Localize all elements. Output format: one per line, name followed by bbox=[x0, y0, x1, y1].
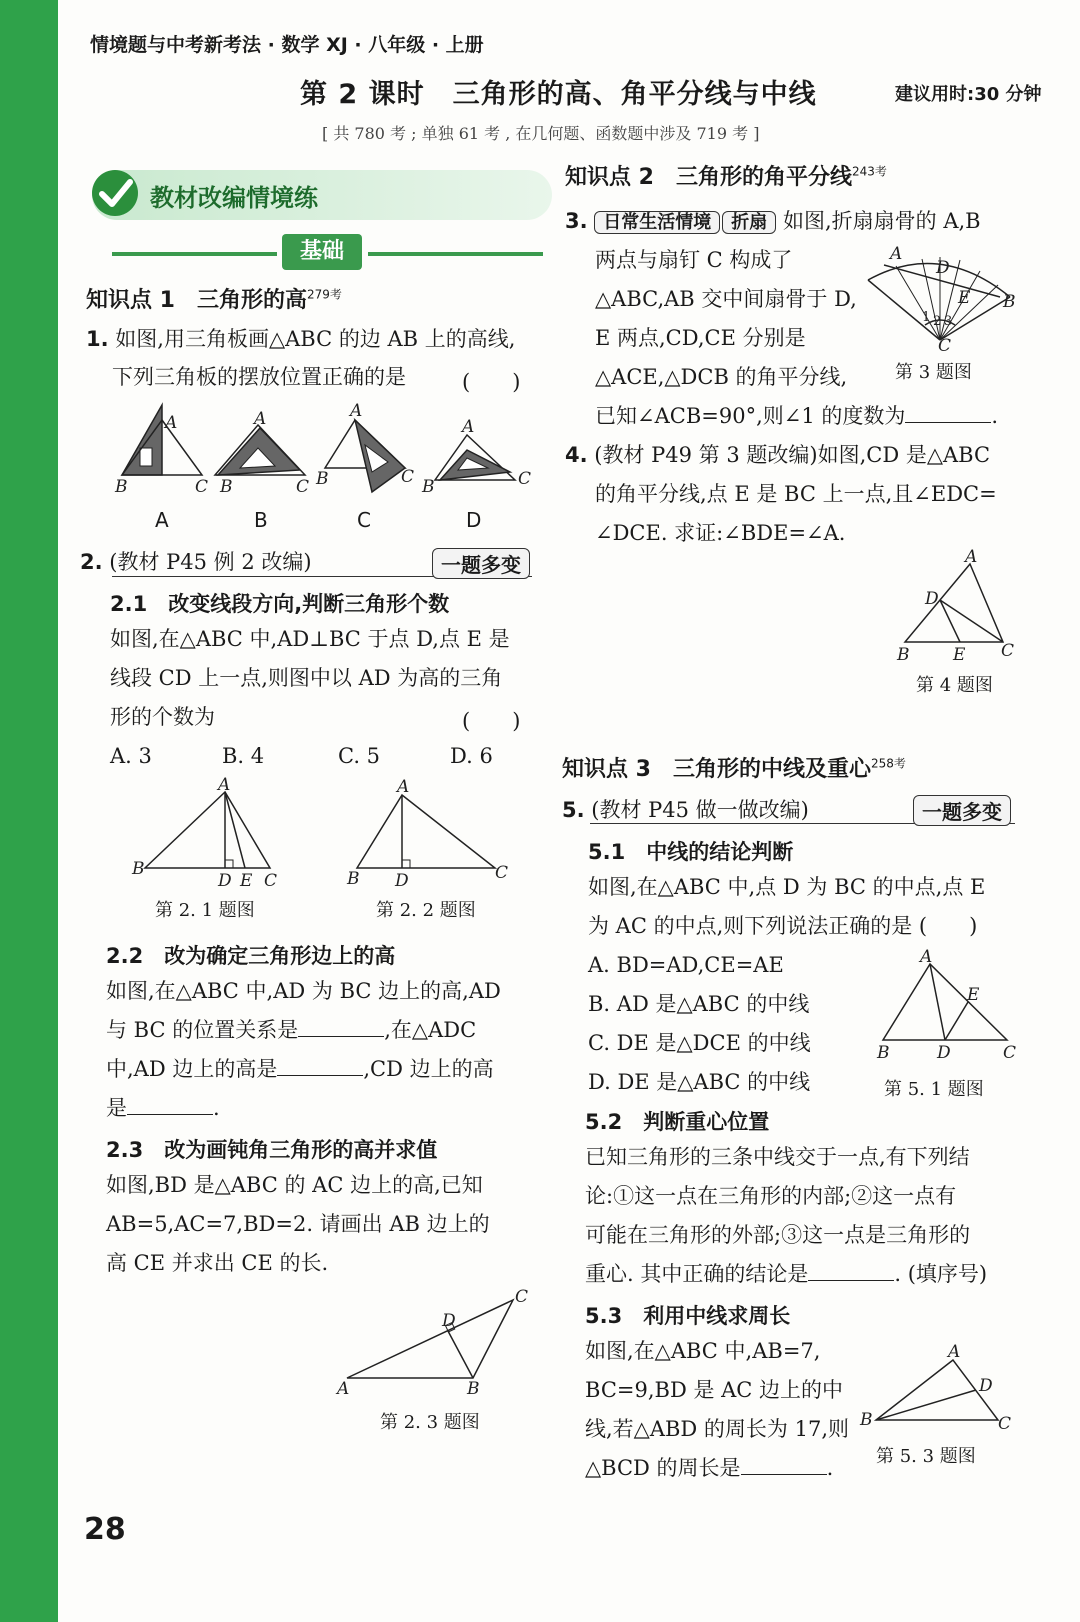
caption-3: 第 3 题图 bbox=[895, 362, 972, 383]
q1-option-b: B bbox=[254, 508, 268, 532]
q5-1-title: 5.1 中线的结论判断 bbox=[588, 840, 794, 864]
svg-text:B: B bbox=[316, 469, 329, 489]
q3-line6: 已知∠ACB=90°,则∠1 的度数为 . bbox=[595, 404, 999, 428]
knowledge-point-3: 知识点 3 三角形的中线及重心$^{258考}$ bbox=[562, 756, 906, 782]
svg-text:A: A bbox=[965, 547, 978, 567]
q2-1-option-b: B. 4 bbox=[222, 744, 265, 768]
q2-variation-tag: 一题多变 bbox=[432, 548, 530, 579]
q2-header: 2. (教材 P45 例 2 改编) bbox=[80, 550, 312, 574]
svg-text:B: B bbox=[467, 1379, 480, 1399]
q2-1-option-c: C. 5 bbox=[338, 744, 381, 768]
exam-stat: [ 共 780 考 ; 单独 61 考 , 在几何题、函数题中涉及 719 考 ] bbox=[322, 124, 760, 143]
svg-text:E: E bbox=[953, 645, 966, 665]
q3-line3: △ABC,AB 交中间扇骨于 D, bbox=[595, 287, 857, 311]
svg-text:A: A bbox=[337, 1379, 350, 1399]
q2-1-answer-paren: ( ) bbox=[462, 709, 521, 733]
svg-text:A: A bbox=[165, 413, 178, 433]
q1-option-d: D bbox=[466, 508, 482, 532]
q4-line1: 4. (教材 P49 第 3 题改编)如图,CD 是△ABC bbox=[565, 443, 991, 467]
q5-3-blank[interactable] bbox=[741, 1456, 827, 1475]
svg-text:C: C bbox=[1001, 641, 1015, 661]
q2-2-line4: 是 . bbox=[106, 1096, 220, 1120]
q4-line3: ∠DCE. 求证:∠BDE=∠A. bbox=[595, 521, 846, 545]
svg-text:A: A bbox=[462, 417, 475, 437]
q1-figure-b bbox=[215, 409, 309, 497]
knowledge-point-2: 知识点 2 三角形的角平分线$^{243考}$ bbox=[565, 164, 887, 190]
q5-1-option-b: B. AD 是△ABC 的中线 bbox=[588, 992, 810, 1016]
check-icon bbox=[92, 170, 138, 216]
svg-text:A: A bbox=[254, 409, 267, 429]
figure-4 bbox=[895, 547, 1020, 667]
svg-text:C: C bbox=[401, 467, 415, 487]
svg-text:A: A bbox=[890, 244, 903, 264]
q5-2-blank[interactable] bbox=[808, 1262, 894, 1281]
svg-text:D: D bbox=[442, 1311, 456, 1331]
svg-text:E: E bbox=[967, 985, 980, 1005]
svg-text:A: A bbox=[920, 947, 933, 967]
svg-text:C: C bbox=[264, 871, 278, 891]
q5-3-line1: 如图,在△ABC 中,AB=7, bbox=[585, 1339, 821, 1363]
q5-2-title: 5.2 判断重心位置 bbox=[585, 1110, 770, 1134]
q5-1-line2: 为 AC 的中点,则下列说法正确的是 ( ) bbox=[588, 914, 978, 938]
svg-text:C: C bbox=[296, 477, 310, 497]
q3-line4: E 两点,CD,CE 分别是 bbox=[595, 326, 806, 350]
q5-1-option-a: A. BD=AD,CE=AE bbox=[588, 953, 784, 977]
svg-text:C: C bbox=[1003, 1043, 1017, 1063]
q2-3-title: 2.3 改为画钝角三角形的高并求值 bbox=[106, 1138, 438, 1162]
q2-1-option-a: A. 3 bbox=[110, 744, 152, 768]
q1-figures bbox=[110, 400, 550, 500]
q5-variation-tag: 一题多变 bbox=[913, 795, 1011, 826]
q5-3-title: 5.3 利用中线求周长 bbox=[585, 1304, 791, 1328]
caption-2-2: 第 2. 2 题图 bbox=[376, 900, 476, 921]
q4-line2: 的角平分线,点 E 是 BC 上一点,且∠EDC= bbox=[595, 482, 997, 506]
q2-2-line1: 如图,在△ABC 中,AD 为 BC 边上的高,AD bbox=[106, 979, 501, 1003]
q5-1-line1: 如图,在△ABC 中,点 D 为 BC 的中点,点 E bbox=[588, 875, 986, 899]
svg-text:C: C bbox=[195, 477, 209, 497]
q5-3-line3: 线,若△ABD 的周长为 17,则 bbox=[585, 1417, 850, 1441]
figure-5-1 bbox=[875, 947, 1020, 1063]
svg-text:B: B bbox=[220, 477, 233, 497]
q2-2-blank2[interactable] bbox=[277, 1057, 363, 1076]
q2-1-option-d: D. 6 bbox=[450, 744, 493, 768]
q3-line2: 两点与扇钉 C 构成了 bbox=[595, 248, 793, 272]
divider-right bbox=[368, 252, 543, 256]
figure-2-1 bbox=[130, 775, 290, 891]
svg-text:D: D bbox=[979, 1376, 993, 1396]
green-side-bar bbox=[0, 0, 58, 1622]
lesson-title: 第 2 课时 三角形的高、角平分线与中线 bbox=[300, 79, 817, 110]
caption-4: 第 4 题图 bbox=[916, 675, 993, 696]
caption-2-3: 第 2. 3 题图 bbox=[380, 1412, 480, 1433]
q1-figure-d bbox=[421, 417, 531, 497]
svg-text:D: D bbox=[925, 589, 939, 609]
book-header: 情境题与中考新考法 · 数学 XJ · 八年级 · 上册 bbox=[90, 34, 484, 56]
q2-1-line1: 如图,在△ABC 中,AD⊥BC 于点 D,点 E 是 bbox=[110, 627, 510, 651]
svg-text:B: B bbox=[422, 477, 435, 497]
svg-text:2: 2 bbox=[933, 314, 942, 329]
caption-5-3: 第 5. 3 题图 bbox=[876, 1446, 976, 1467]
svg-text:E: E bbox=[958, 288, 971, 308]
q2-2-blank3[interactable] bbox=[127, 1096, 213, 1115]
svg-text:B: B bbox=[132, 859, 145, 879]
q5-2-line3: 可能在三角形的外部;③这一点是三角形的 bbox=[585, 1223, 971, 1247]
q1-option-a: A bbox=[155, 508, 169, 532]
q2-3-line1: 如图,BD 是△ABC 的 AC 边上的高,已知 bbox=[106, 1173, 483, 1197]
svg-text:A: A bbox=[948, 1342, 961, 1362]
q2-2-line3: 中,AD 边上的高是 ,CD 边上的高 bbox=[106, 1057, 494, 1081]
q5-3-line2: BC=9,BD 是 AC 边上的中 bbox=[585, 1378, 844, 1402]
q5-2-line2: 论:①这一点在三角形的内部;②这一点有 bbox=[585, 1184, 957, 1208]
figure-5-3 bbox=[858, 1342, 1018, 1434]
q2-1-line3: 形的个数为 bbox=[110, 705, 215, 729]
q1-figure-a bbox=[114, 405, 208, 497]
divider-left bbox=[112, 252, 277, 256]
svg-text:B: B bbox=[897, 645, 910, 665]
svg-text:C: C bbox=[518, 469, 532, 489]
q2-1-line2: 线段 CD 上一点,则图中以 AD 为高的三角 bbox=[110, 666, 503, 690]
svg-text:D: D bbox=[936, 258, 950, 278]
svg-text:D: D bbox=[395, 871, 409, 891]
svg-text:D: D bbox=[937, 1043, 951, 1063]
svg-text:A: A bbox=[350, 401, 363, 421]
svg-text:B: B bbox=[347, 869, 360, 889]
svg-text:3: 3 bbox=[944, 314, 953, 329]
figure-2-3 bbox=[335, 1287, 535, 1400]
svg-text:B: B bbox=[115, 477, 128, 497]
level-badge: 基础 bbox=[282, 234, 362, 270]
svg-text:B: B bbox=[1003, 292, 1016, 312]
figure-2-2 bbox=[345, 777, 515, 891]
svg-text:C: C bbox=[938, 336, 952, 356]
q5-3-line4: △BCD 的周长是 . bbox=[585, 1456, 834, 1480]
caption-2-1: 第 2. 1 题图 bbox=[155, 900, 255, 921]
svg-text:A: A bbox=[218, 775, 231, 795]
svg-text:E: E bbox=[240, 871, 253, 891]
q1-line2: 下列三角板的摆放位置正确的是 bbox=[112, 365, 406, 389]
svg-text:1: 1 bbox=[922, 310, 931, 325]
q1-answer-paren: ( ) bbox=[462, 370, 521, 394]
q2-2-line2: 与 BC 的位置关系是 ,在△ADC bbox=[106, 1018, 477, 1042]
q5-header: 5. (教材 P45 做一做改编) bbox=[562, 798, 809, 822]
q3-line1: 3. 日常生活情境 折扇 如图,折扇扇骨的 A,B bbox=[565, 209, 981, 233]
q5-2-line4: 重心. 其中正确的结论是 . (填序号) bbox=[585, 1262, 988, 1286]
q2-2-title: 2.2 改为确定三角形边上的高 bbox=[106, 944, 396, 968]
q5-1-option-d: D. DE 是△ABC 的中线 bbox=[588, 1070, 811, 1094]
suggested-time: 建议用时:30 分钟 bbox=[895, 84, 1042, 105]
q5-1-option-c: C. DE 是△DCE 的中线 bbox=[588, 1031, 811, 1055]
q2-3-line3: 高 CE 并求出 CE 的长. bbox=[106, 1251, 329, 1275]
q2-3-line2: AB=5,AC=7,BD=2. 请画出 AB 边上的 bbox=[106, 1212, 490, 1236]
q1-line1: 1. 如图,用三角板画△ABC 的边 AB 上的高线, bbox=[86, 327, 516, 351]
svg-text:B: B bbox=[860, 1410, 873, 1430]
svg-text:B: B bbox=[877, 1043, 890, 1063]
svg-text:C: C bbox=[998, 1414, 1012, 1434]
figure-3-fan bbox=[860, 245, 1020, 355]
svg-text:C: C bbox=[515, 1287, 529, 1307]
q2-2-blank1[interactable] bbox=[298, 1018, 384, 1037]
section-banner-title: 教材改编情境练 bbox=[150, 184, 318, 212]
svg-text:C: C bbox=[495, 863, 509, 883]
knowledge-point-1: 知识点 1 三角形的高$^{279考}$ bbox=[86, 287, 342, 313]
caption-5-1: 第 5. 1 题图 bbox=[884, 1079, 984, 1100]
q3-line5: △ACE,△DCB 的角平分线, bbox=[595, 365, 848, 389]
svg-text:D: D bbox=[218, 871, 232, 891]
page-number: 28 bbox=[84, 1512, 126, 1547]
q1-option-c: C bbox=[357, 508, 371, 532]
svg-text:A: A bbox=[397, 777, 410, 797]
q2-1-title: 2.1 改变线段方向,判断三角形个数 bbox=[110, 592, 450, 616]
q5-2-line1: 已知三角形的三条中线交于一点,有下列结 bbox=[585, 1145, 970, 1169]
q3-blank[interactable] bbox=[905, 404, 991, 423]
q1-figure-c bbox=[315, 401, 414, 492]
